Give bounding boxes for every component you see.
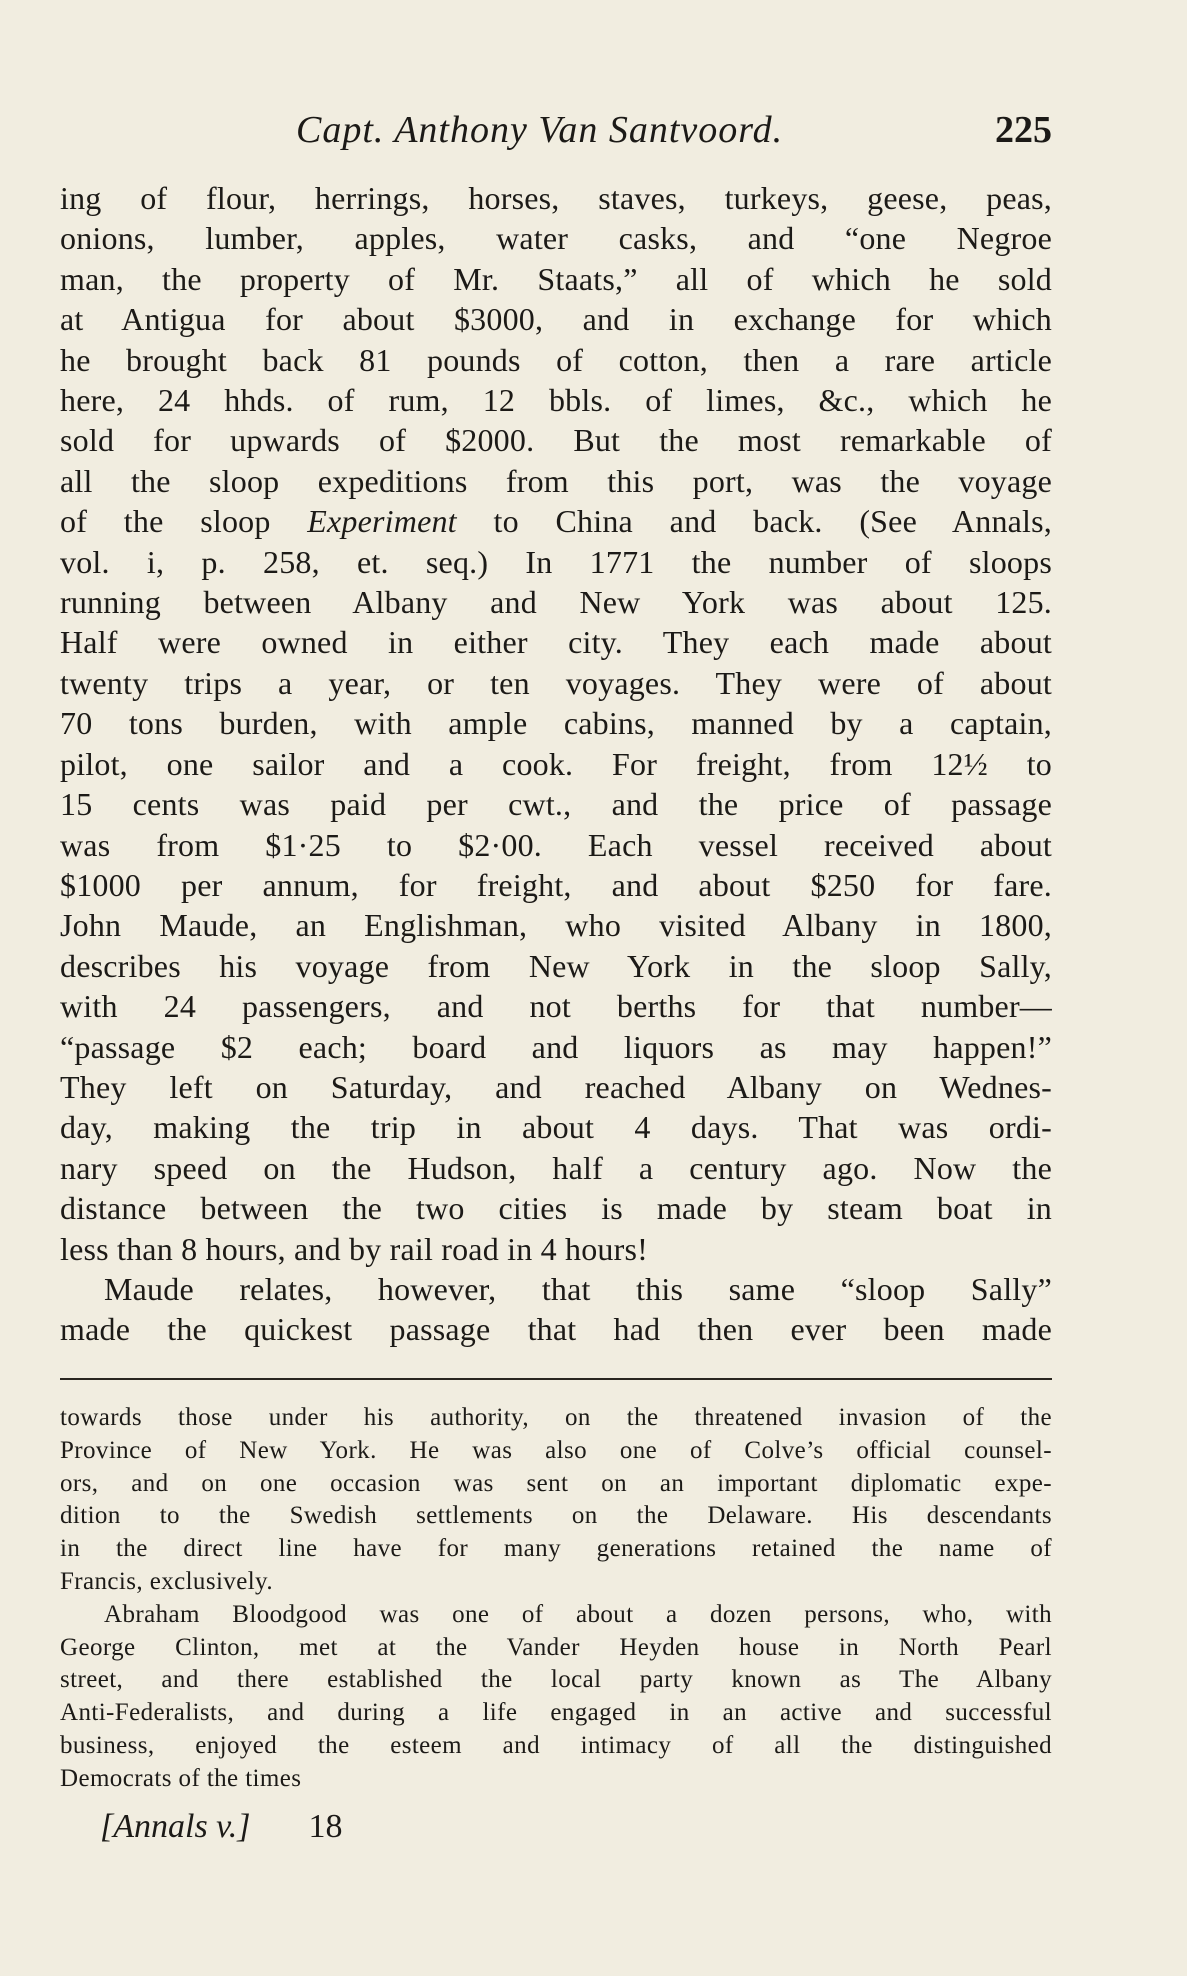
body-line: of the sloop Experiment to China and back. (See Annals, bbox=[60, 503, 1052, 540]
footnote bbox=[60, 1402, 1052, 1796]
body-line: here, 24 hhds. of rum, 12 bbls. of limes, &c., which he bbox=[60, 382, 1052, 419]
body-line: onions, lumber, apples, water casks, and “one Negroe bbox=[60, 220, 1052, 257]
footnote-divider bbox=[60, 1378, 1052, 1380]
footnote-line: Francis, exclusively. bbox=[60, 1567, 273, 1595]
body-text bbox=[60, 178, 1052, 1350]
body-line: distance between the two cities is made by steam boat in bbox=[60, 1190, 1052, 1227]
footnote-line: street, and there established the local party known as The Albany bbox=[60, 1666, 1052, 1694]
body-line: ing of flour, herrings, horses, staves, turkeys, geese, peas, bbox=[60, 180, 1052, 216]
signature-mark bbox=[100, 1808, 342, 1846]
body-line: all the sloop expeditions from this port, was the voyage bbox=[60, 462, 1052, 499]
body-line: “passage $2 each; board and liquors as may happen!” bbox=[60, 1028, 1052, 1065]
body-line: made the quickest passage that had then ever been made bbox=[60, 1311, 1052, 1348]
footnote-line: dition to the Swedish settlements on the Delaware. His descendants bbox=[60, 1502, 1052, 1530]
body-line: nary speed on the Hudson, half a century ago. Now the bbox=[60, 1149, 1052, 1186]
footnote-line: George Clinton, met at the Vander Heyden house in North Pearl bbox=[60, 1633, 1052, 1661]
body-line: Maude relates, however, that this same “sloop Sally” bbox=[104, 1270, 1052, 1307]
signature-label: [Annals v.] bbox=[100, 1808, 251, 1845]
body-line: Half were owned in either city. They each made about bbox=[60, 624, 1052, 661]
body-line: $1000 per annum, for freight, and about $250 for fare. bbox=[60, 866, 1052, 903]
body-line: They left on Saturday, and reached Albany on Wednes- bbox=[60, 1068, 1052, 1105]
body-line: pilot, one sailor and a cook. For freight, from 12½ to bbox=[60, 745, 1052, 782]
signature-number: 18 bbox=[308, 1808, 343, 1845]
body-line: John Maude, an Englishman, who visited Albany in 1800, bbox=[60, 907, 1052, 944]
footnote-line: in the direct line have for many generations retained the name of bbox=[60, 1535, 1052, 1563]
footnote-line: Anti-Federalists, and during a life engaged in an active and successful bbox=[60, 1699, 1052, 1727]
body-line: at Antigua for about $3000, and in exchange for which bbox=[60, 301, 1052, 338]
body-line: describes his voyage from New York in the sloop Sally, bbox=[60, 947, 1052, 984]
footnote-line: Abraham Bloodgood was one of about a dozen persons, who, with bbox=[104, 1600, 1052, 1628]
body-line: he brought back 81 pounds of cotton, then a rare article bbox=[60, 341, 1052, 378]
body-line: 70 tons burden, with ample cabins, manned by a captain, bbox=[60, 705, 1052, 742]
body-line: less than 8 hours, and by rail road in 4 hours! bbox=[60, 1230, 648, 1267]
footnote-line: towards those under his authority, on the threatened invasion of the bbox=[60, 1404, 1052, 1431]
body-line: running between Albany and New York was about 125. bbox=[60, 584, 1052, 621]
body-line: man, the property of Mr. Staats,” all of which he sold bbox=[60, 260, 1052, 297]
body-line: vol. i, p. 258, et. seq.) In 1771 the number of sloops bbox=[60, 543, 1052, 580]
running-header bbox=[60, 108, 1052, 158]
footnote-line: ors, and on one occasion was sent on an important diplomatic expe- bbox=[60, 1469, 1052, 1497]
footnote-line: Province of New York. He was also one of Colve’s official counsel- bbox=[60, 1436, 1052, 1464]
page-number: 225 bbox=[995, 109, 1052, 151]
body-line: with 24 passengers, and not berths for that number— bbox=[60, 988, 1052, 1025]
running-title: Capt. Anthony Van Santvoord. bbox=[296, 109, 784, 151]
footnote-line: business, enjoyed the esteem and intimacy of all the distinguished bbox=[60, 1731, 1052, 1759]
footnote-line: Democrats of the times bbox=[60, 1764, 302, 1792]
body-line: was from $1·25 to $2·00. Each vessel received about bbox=[60, 826, 1052, 863]
body-line: sold for upwards of $2000. But the most remarkable of bbox=[60, 422, 1052, 459]
body-line: 15 cents was paid per cwt., and the price of passage bbox=[60, 786, 1052, 823]
body-line: day, making the trip in about 4 days. That was ordi- bbox=[60, 1109, 1052, 1146]
body-line: twenty trips a year, or ten voyages. They were of about bbox=[60, 664, 1052, 701]
